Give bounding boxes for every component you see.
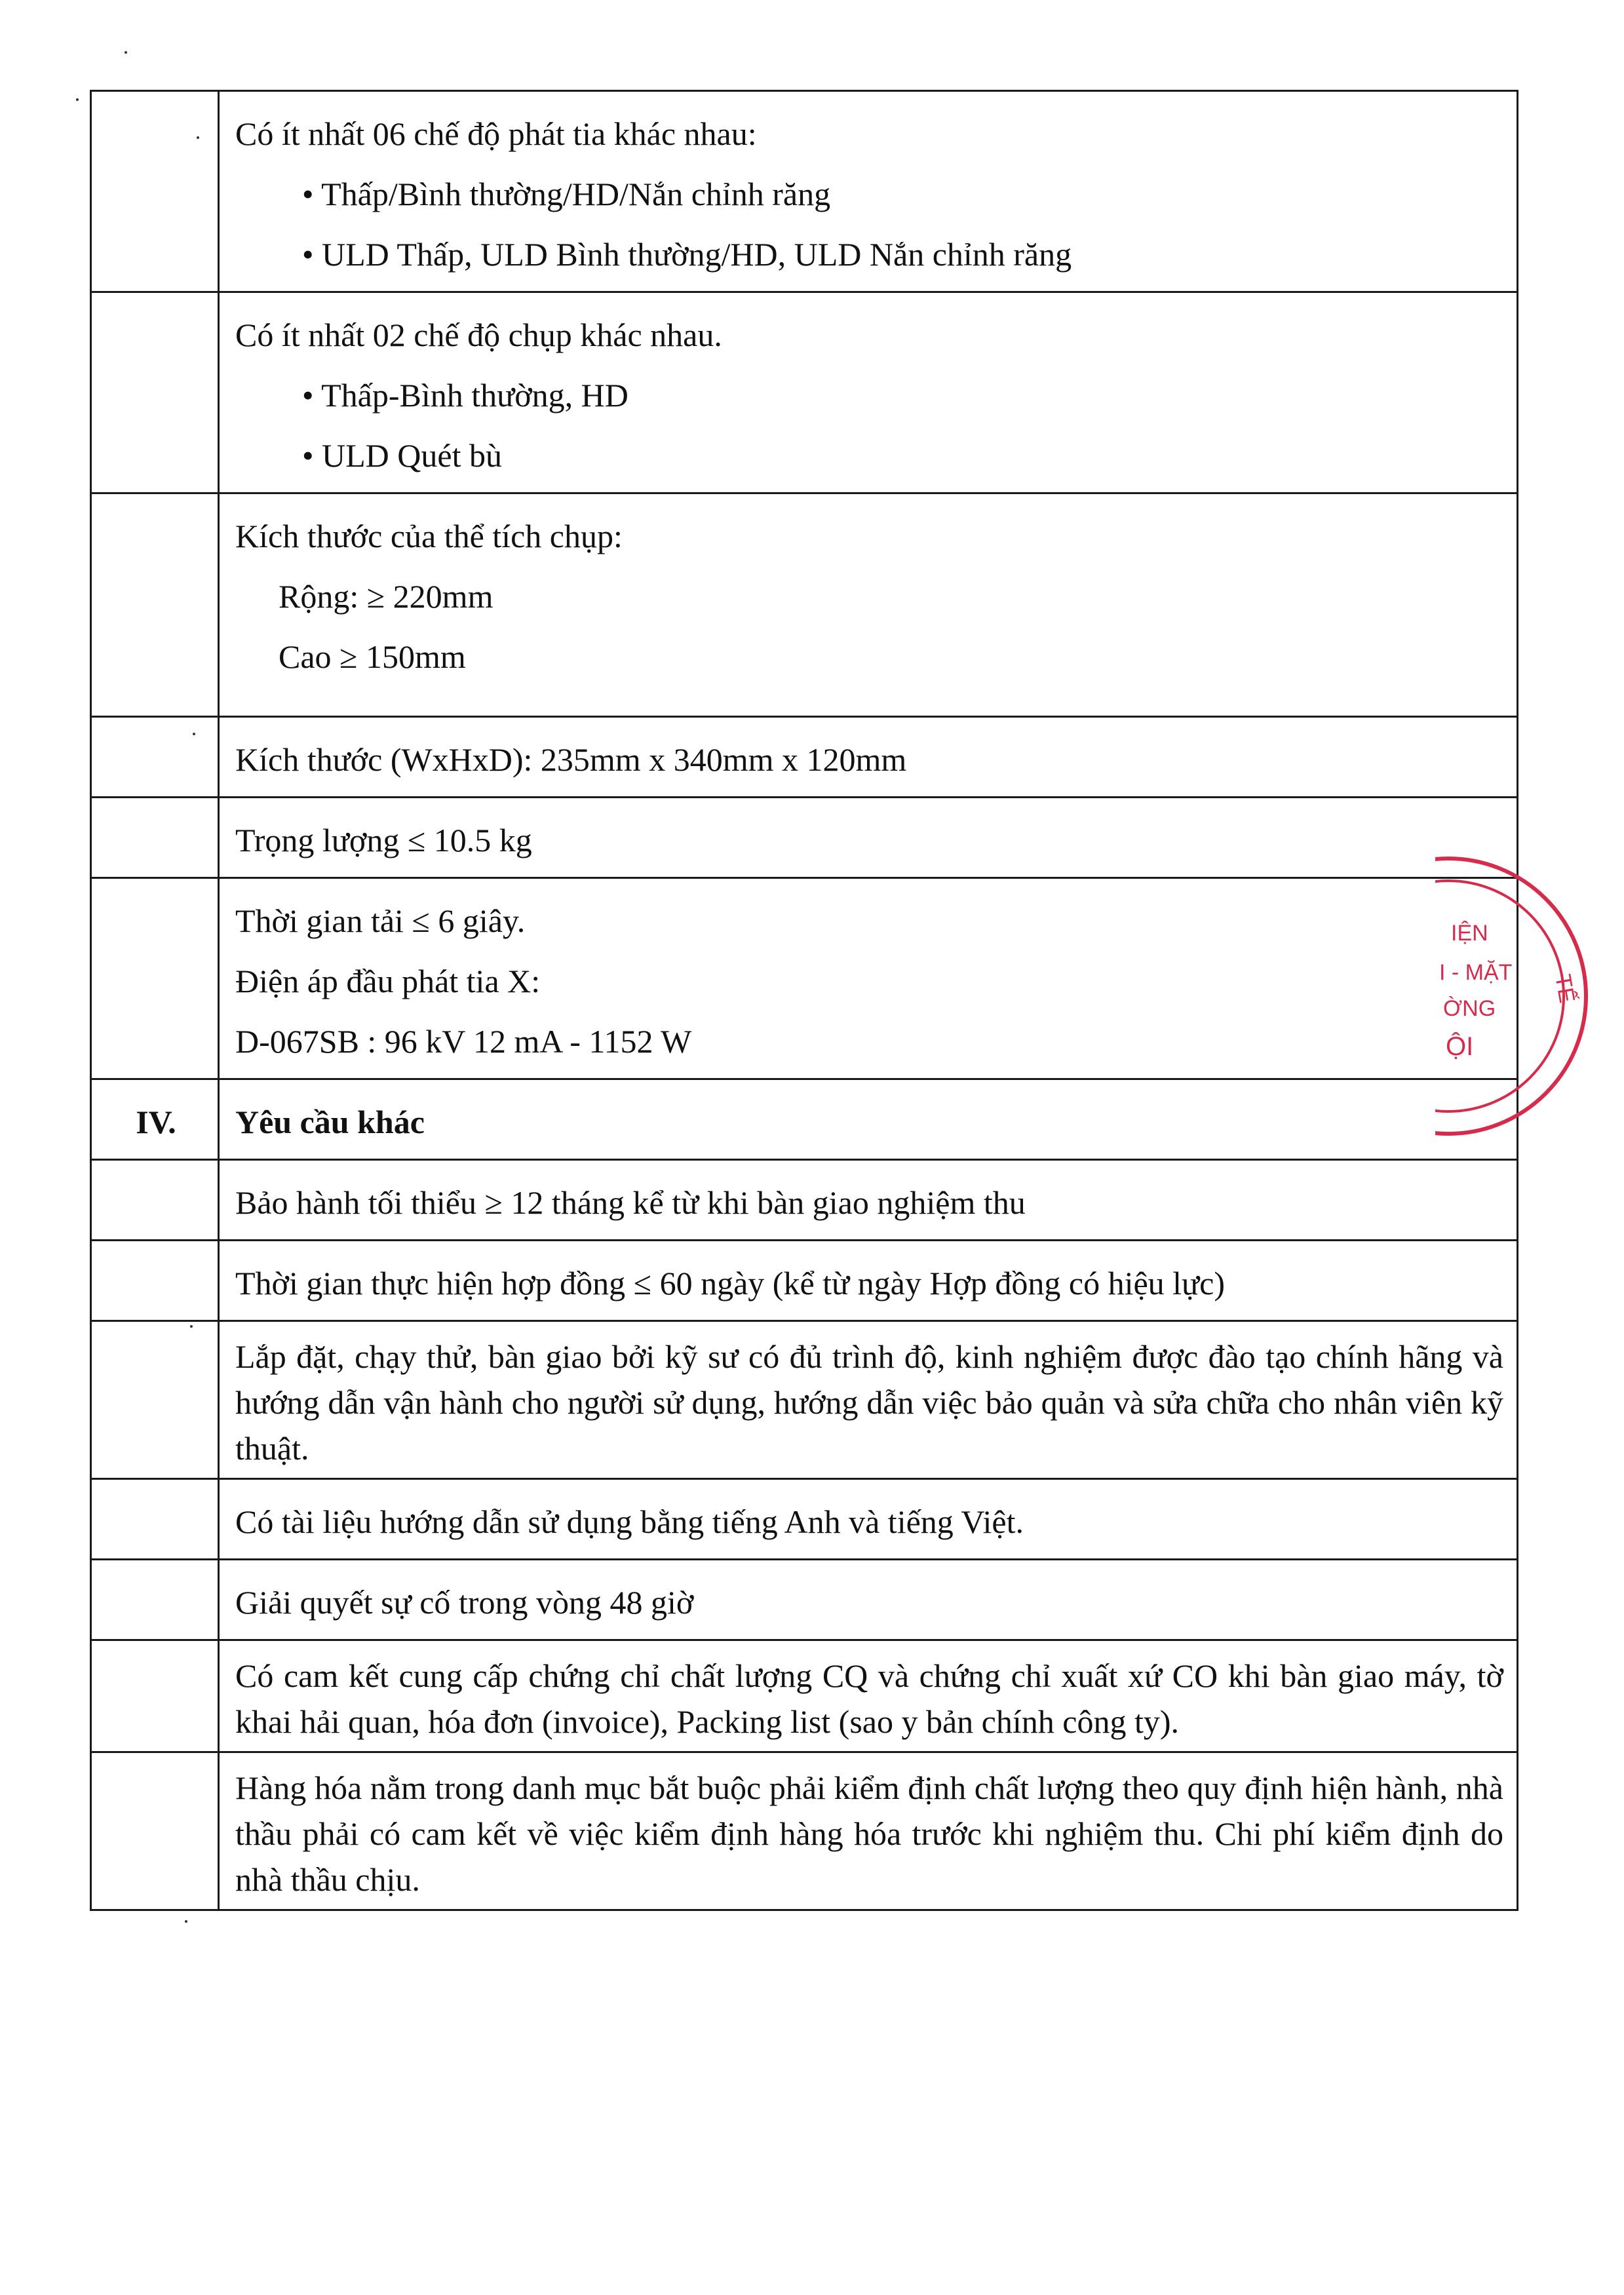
row-number-cell	[91, 1640, 219, 1752]
row-number-cell	[91, 717, 219, 798]
spec-cell	[219, 878, 1518, 1079]
requirement-cell	[219, 1560, 1518, 1640]
spec-cell	[219, 717, 1518, 798]
row-number-cell	[91, 1479, 219, 1560]
row-number-cell	[91, 292, 219, 493]
seal-text-fragment: IỆN	[1451, 921, 1488, 946]
spec-line: Trọng lượng ≤ 10.5 kg	[235, 822, 532, 858]
table-row	[91, 1321, 1518, 1479]
spec-line: Kích thước của thể tích chụp:	[235, 518, 623, 554]
spec-bullet: • Thấp/Bình thường/HD/Nắn chỉnh răng	[302, 176, 831, 212]
requirement-text: Lắp đặt, chạy thử, bàn giao bởi kỹ sư có đủ trình độ, kinh nghiệm được đào tạo chính hãng và hướng dẫn vận hành cho người sử dụng, hướng dẫn việc bảo quản và sửa chữa cho nhân viên kỹ thuật.	[235, 1338, 1503, 1467]
row-number-cell	[91, 91, 219, 292]
spec-cell	[219, 292, 1518, 493]
spec-bullet: • ULD Quét bù	[302, 437, 502, 474]
spec-line: Kích thước (WxHxD): 235mm x 340mm x 120mm	[235, 741, 907, 778]
row-number-cell	[91, 1241, 219, 1321]
spec-line: D-067SB : 96 kV 12 mA - 1152 W	[235, 1023, 692, 1060]
spec-cell	[219, 798, 1518, 878]
spec-line: Cao ≥ 150mm	[279, 638, 466, 675]
section-title: Yêu cầu khác	[219, 1079, 1518, 1160]
requirement-cell	[219, 1241, 1518, 1321]
table-row	[91, 493, 1518, 717]
table-row	[91, 878, 1518, 1079]
row-number-cell	[91, 878, 219, 1079]
table-row	[91, 1560, 1518, 1640]
table-row	[91, 1241, 1518, 1321]
requirement-text: Thời gian thực hiện hợp đồng ≤ 60 ngày (kể từ ngày Hợp đồng có hiệu lực)	[235, 1265, 1225, 1302]
row-number-cell	[91, 1560, 219, 1640]
table-row	[91, 1640, 1518, 1752]
spec-line: Có ít nhất 02 chế độ chụp khác nhau.	[235, 317, 722, 353]
requirement-cell	[219, 1160, 1518, 1241]
row-number-cell	[91, 798, 219, 878]
seal-text-fragment: I - MẶT	[1439, 960, 1513, 985]
seal-text-fragment: TẾ	[1550, 972, 1580, 1005]
requirement-cell	[219, 1479, 1518, 1560]
requirement-cell	[219, 1640, 1518, 1752]
spec-line: Thời gian tải ≤ 6 giây.	[235, 902, 526, 939]
spec-bullet: • Thấp-Bình thường, HD	[302, 377, 628, 414]
row-number-cell	[91, 1752, 219, 1910]
row-number-cell	[91, 493, 219, 717]
seal-text-fragment: ỘI	[1446, 1032, 1474, 1061]
spec-cell	[219, 493, 1518, 717]
spec-line: Rộng: ≥ 220mm	[279, 578, 493, 615]
requirement-cell	[219, 1752, 1518, 1910]
spec-cell	[219, 91, 1518, 292]
table-row	[91, 1479, 1518, 1560]
spec-line: Có ít nhất 06 chế độ phát tia khác nhau:	[235, 115, 757, 152]
row-number-cell	[91, 1160, 219, 1241]
section-heading-row	[91, 1079, 1518, 1160]
seal-text-fragment: ỜNG	[1443, 996, 1496, 1021]
requirement-text: Có cam kết cung cấp chứng chỉ chất lượng CQ và chứng chỉ xuất xứ CO khi bàn giao máy, tờ khai hải quan, hóa đơn (invoice), Packing list (sao y bản chính công ty).	[235, 1657, 1503, 1740]
table-row	[91, 1752, 1518, 1910]
table-row	[91, 91, 1518, 292]
section-number: IV.	[91, 1079, 219, 1160]
table-row	[91, 292, 1518, 493]
spec-line: Điện áp đầu phát tia X:	[235, 963, 541, 999]
row-number-cell	[91, 1321, 219, 1479]
requirement-text: Có tài liệu hướng dẫn sử dụng bằng tiếng Anh và tiếng Việt.	[235, 1503, 1024, 1540]
specification-table	[90, 90, 1518, 1911]
table-row	[91, 1160, 1518, 1241]
spec-bullet: • ULD Thấp, ULD Bình thường/HD, ULD Nắn chỉnh răng	[302, 236, 1072, 273]
requirement-text: Giải quyết sự cố trong vòng 48 giờ	[235, 1584, 694, 1621]
requirement-text: Bảo hành tối thiểu ≥ 12 tháng kể từ khi bàn giao nghiệm thu	[235, 1184, 1026, 1221]
requirement-text: Hàng hóa nằm trong danh mục bắt buộc phải kiểm định chất lượng theo quy định hiện hành, nhà thầu phải có cam kết về việc kiểm định hàng hóa trước khi nghiệm thu. Chi phí kiểm định do nhà thầu chịu.	[235, 1769, 1503, 1898]
requirement-cell	[219, 1321, 1518, 1479]
table-row	[91, 717, 1518, 798]
table-row	[91, 798, 1518, 878]
